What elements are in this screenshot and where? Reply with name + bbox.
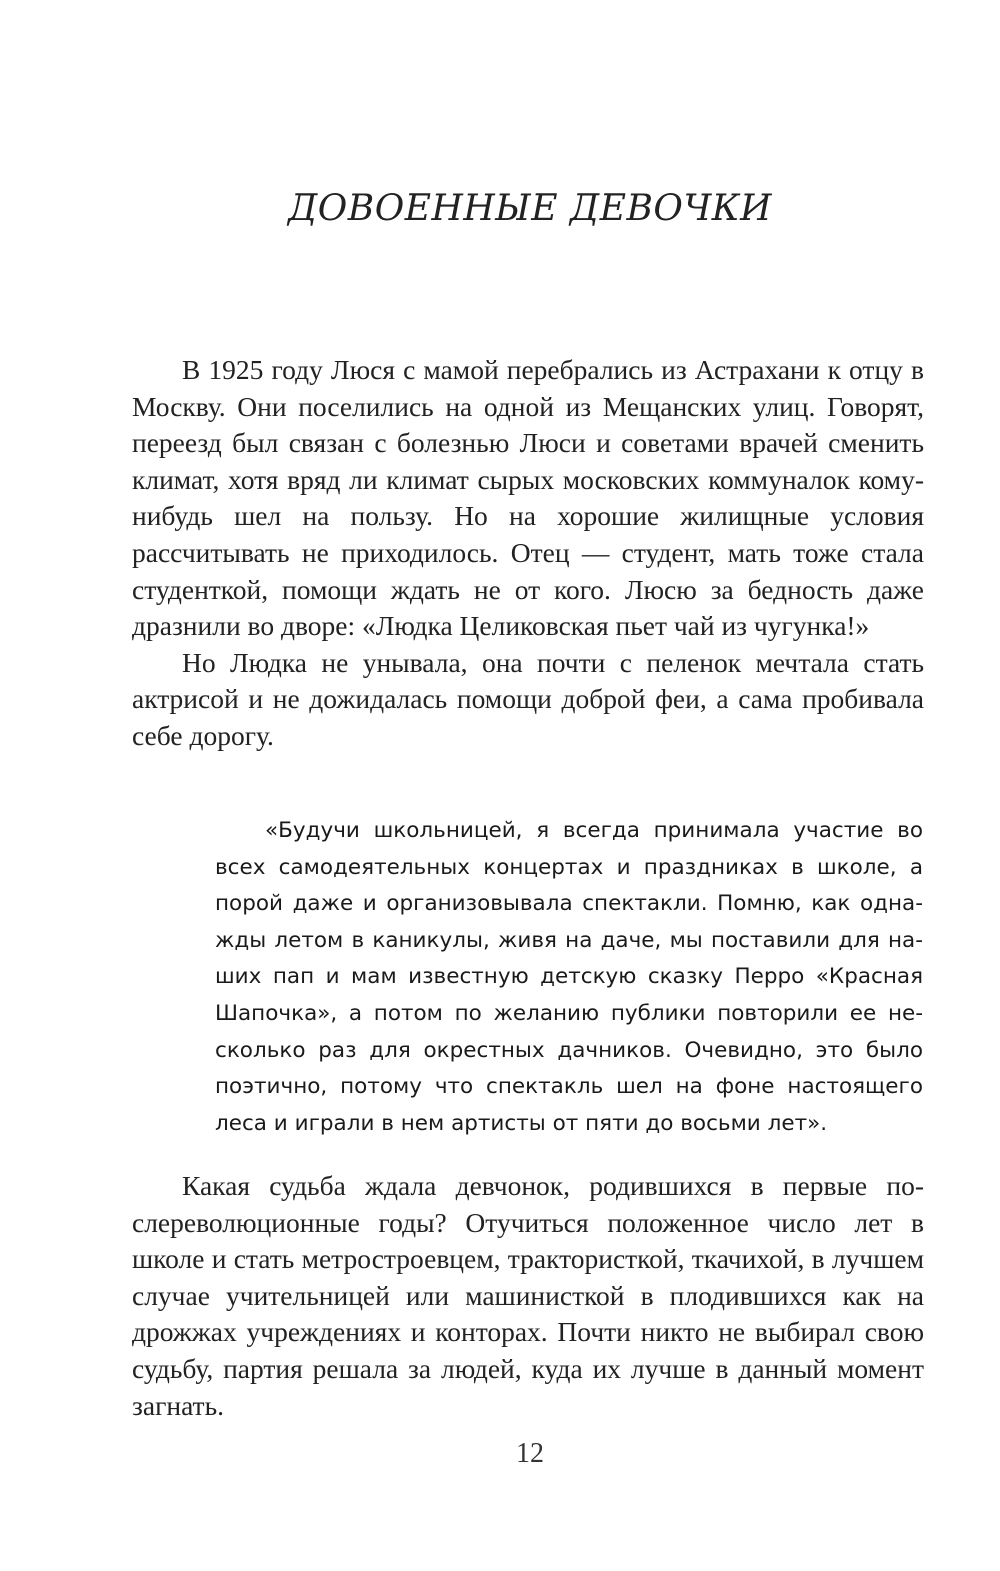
body-text-top	[132, 352, 924, 755]
paragraph: Какая судьба ждала девчонок, родившихся в первые послереволюционные годы? Отучиться положенное число лет в школе и стать метростроевцем, трактористкой, ткачихой, в лучшем случае учительницей или машинисткой в плодившихся как на дрожжах учреждениях и конторах. Почти никто не выбирал свою судьбу, партия решала за людей, куда их лучше в данный момент загнать.	[132, 1170, 924, 1421]
page-number: 12	[516, 1438, 544, 1469]
quote-paragraph: «Будучи школьницей, я всегда принимала участие во всех самодеятельных концертах и праздниках в школе, а порой даже и организовывала спектакли. Помню, как однажды летом в каникулы, живя на даче, мы поставили для наших пап и мам известную детскую сказку Перро «Красная Шапочка», а потом по желанию публики повторили ее несколько раз для окрестных дачников. Очевидно, это было поэтично, потому что спектакль шел на фоне настоящего леса и играли в нем артисты от пяти до восьми лет».	[215, 818, 923, 1136]
body-text-bottom	[132, 1168, 924, 1424]
chapter-title: ДОВОЕННЫЕ ДЕВОЧКИ	[287, 188, 773, 229]
paragraph: В 1925 году Люся с мамой перебрались из Астрахани к отцу в Москву. Они поселились на одной из Мещанских улиц. Говорят, переезд был связан с болезнью Люси и советами врачей сменить климат, хотя вряд ли климат сырых московских коммуналок кому-нибудь шел на пользу. Но на хорошие жилищные условия рассчитывать не приходилось. Отец — студент, мать тоже стала студенткой, помощи ждать не от кого. Люсю за бедность даже дразнили во дворе: «Людка Целиковская пьет чай из чугунка!»	[132, 354, 924, 642]
paragraph: Но Людка не унывала, она почти с пеленок мечтала стать актрисой и не дожидалась помощи доброй феи, а сама пробивала себе дорогу.	[132, 646, 924, 751]
quote-block	[215, 813, 923, 1142]
